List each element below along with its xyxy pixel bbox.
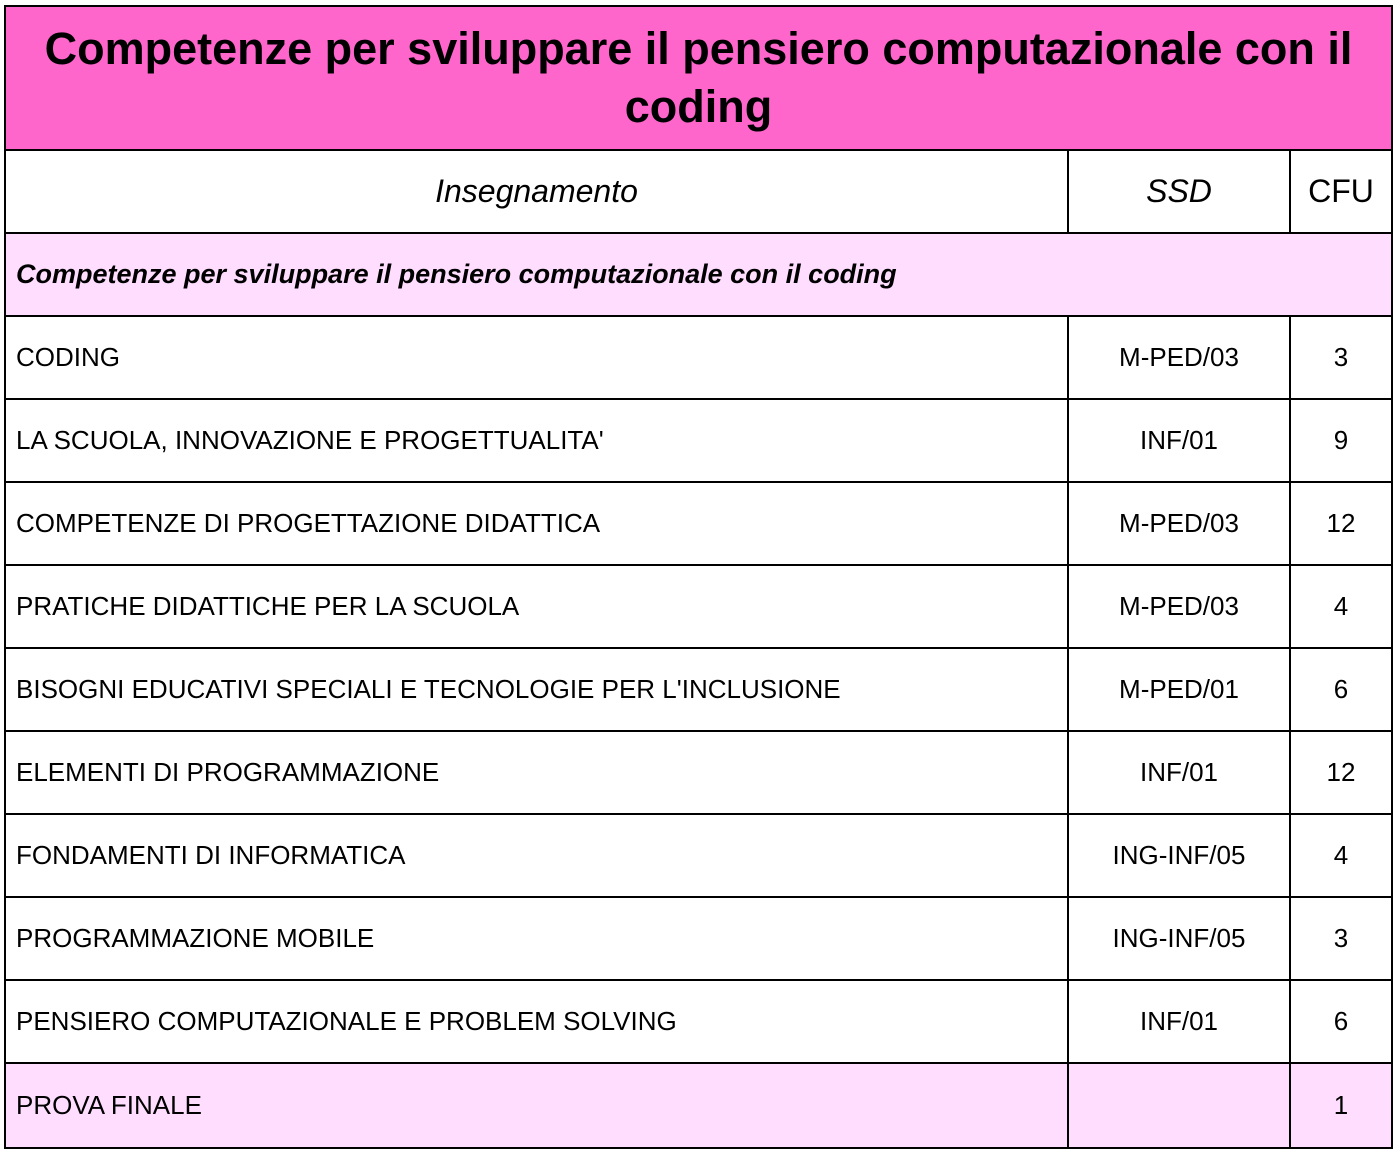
course-name: PROGRAMMAZIONE MOBILE bbox=[6, 898, 1069, 979]
course-name: PRATICHE DIDATTICHE PER LA SCUOLA bbox=[6, 566, 1069, 647]
final-exam-name: PROVA FINALE bbox=[6, 1064, 1069, 1147]
course-cfu: 6 bbox=[1333, 1006, 1349, 1036]
course-cfu: 6 bbox=[1333, 674, 1349, 704]
header-ssd: SSD bbox=[1069, 151, 1291, 232]
table-row bbox=[6, 732, 1391, 815]
table-row bbox=[6, 981, 1391, 1064]
course-ssd: INF/01 bbox=[1069, 400, 1291, 481]
column-header-row bbox=[6, 151, 1391, 234]
course-name: BISOGNI EDUCATIVI SPECIALI E TECNOLOGIE PER L'INCLUSIONE bbox=[6, 649, 1069, 730]
course-name: ELEMENTI DI PROGRAMMAZIONE bbox=[6, 732, 1069, 813]
course-cfu: 9 bbox=[1333, 425, 1349, 455]
table-title-row bbox=[6, 7, 1391, 151]
section-label: Competenze per sviluppare il pensiero computazionale con il coding bbox=[16, 259, 897, 289]
course-ssd: INF/01 bbox=[1069, 732, 1291, 813]
course-name: PENSIERO COMPUTAZIONALE E PROBLEM SOLVING bbox=[6, 981, 1069, 1062]
table-row bbox=[6, 898, 1391, 981]
course-cfu: 3 bbox=[1333, 923, 1349, 953]
table-title: Competenze per sviluppare il pensiero computazionale con il coding bbox=[44, 23, 1353, 132]
course-ssd: M-PED/03 bbox=[1069, 317, 1291, 398]
header-insegnamento: Insegnamento bbox=[6, 151, 1069, 232]
course-name: LA SCUOLA, INNOVAZIONE E PROGETTUALITA' bbox=[6, 400, 1069, 481]
course-ssd: M-PED/03 bbox=[1069, 566, 1291, 647]
course-name: FONDAMENTI DI INFORMATICA bbox=[6, 815, 1069, 896]
final-exam-ssd bbox=[1069, 1064, 1291, 1147]
course-ssd: ING-INF/05 bbox=[1069, 898, 1291, 979]
final-exam-row bbox=[6, 1064, 1391, 1147]
course-ssd: M-PED/01 bbox=[1069, 649, 1291, 730]
course-cfu: 4 bbox=[1333, 591, 1349, 621]
section-row bbox=[6, 234, 1391, 317]
curriculum-table bbox=[4, 5, 1393, 1149]
course-ssd: M-PED/03 bbox=[1069, 483, 1291, 564]
course-cfu: 12 bbox=[1326, 757, 1356, 787]
header-cfu: CFU bbox=[1308, 173, 1374, 209]
course-ssd: ING-INF/05 bbox=[1069, 815, 1291, 896]
table-row bbox=[6, 400, 1391, 483]
course-cfu: 4 bbox=[1333, 840, 1349, 870]
course-ssd: INF/01 bbox=[1069, 981, 1291, 1062]
course-name: COMPETENZE DI PROGETTAZIONE DIDATTICA bbox=[6, 483, 1069, 564]
table-row bbox=[6, 649, 1391, 732]
table-row bbox=[6, 815, 1391, 898]
course-name: CODING bbox=[6, 317, 1069, 398]
table-row bbox=[6, 483, 1391, 566]
table-row bbox=[6, 566, 1391, 649]
course-cfu: 12 bbox=[1326, 508, 1356, 538]
final-exam-cfu: 1 bbox=[1333, 1090, 1349, 1120]
course-cfu: 3 bbox=[1333, 342, 1349, 372]
table-row bbox=[6, 317, 1391, 400]
